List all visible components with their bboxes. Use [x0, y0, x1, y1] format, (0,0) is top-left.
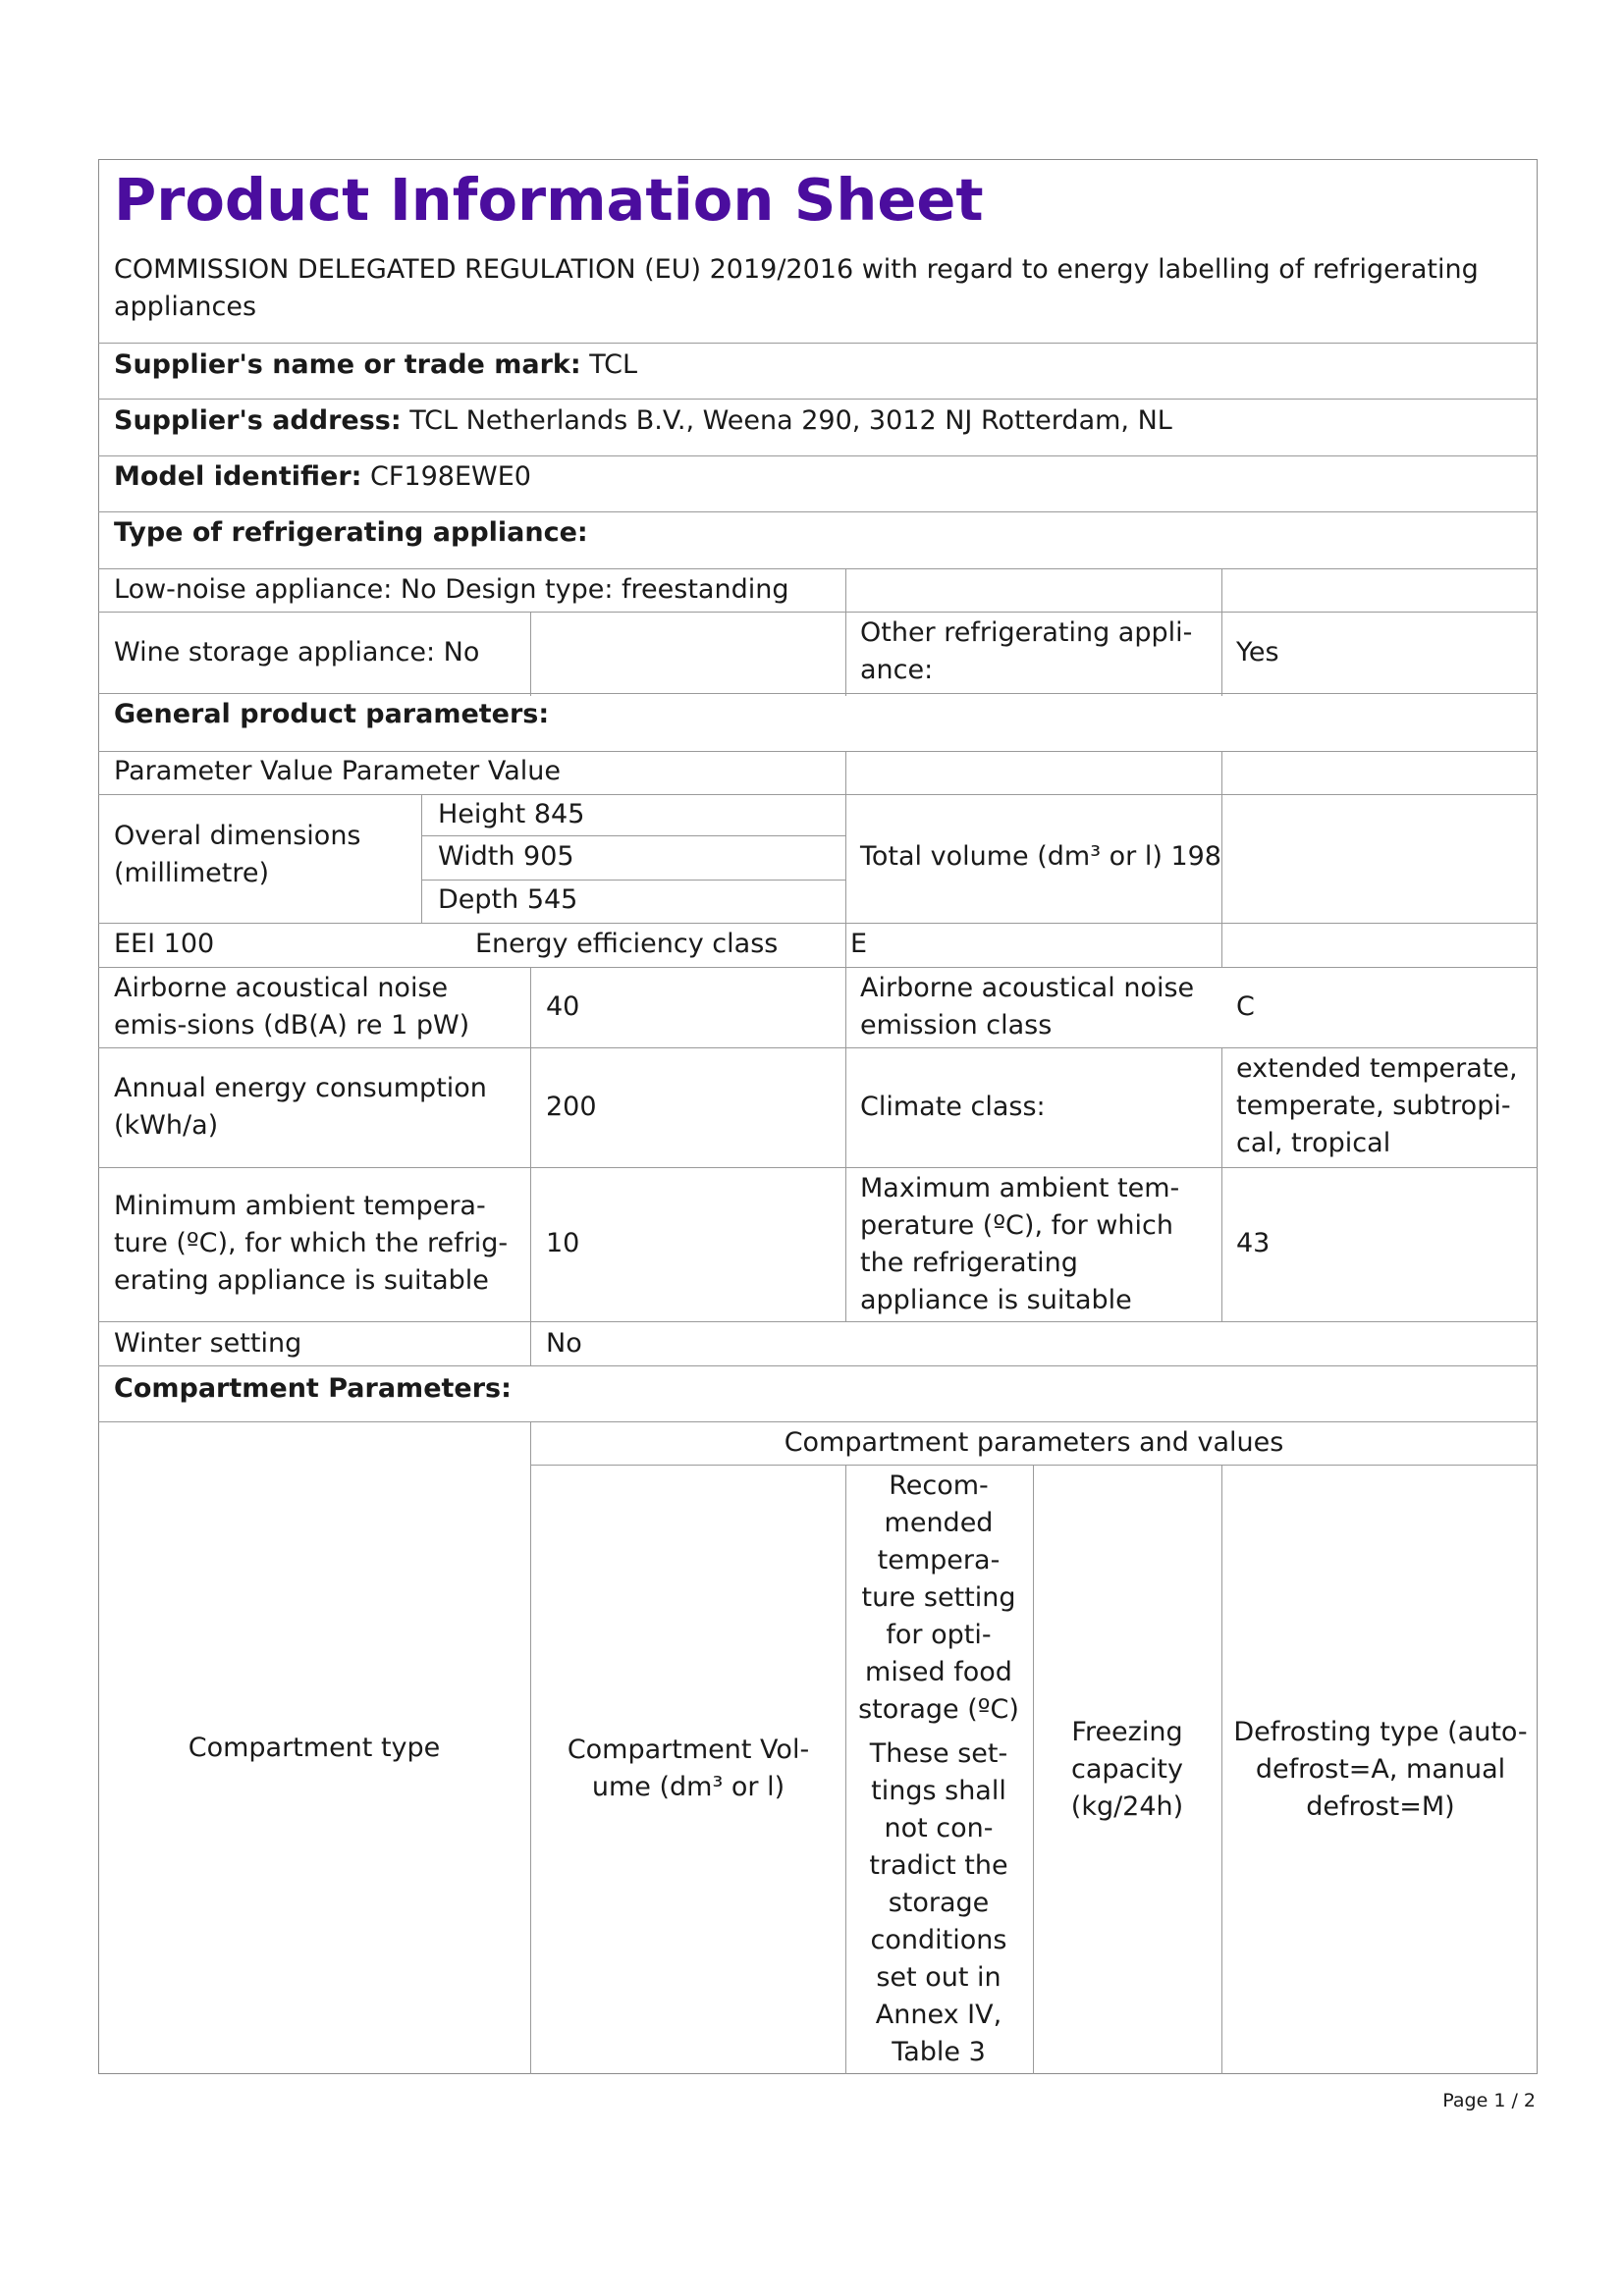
dimensions-label: Overal dimensions (millimetre): [114, 821, 361, 888]
supplier-address-row: [114, 402, 1172, 440]
col-divider: [530, 1421, 531, 2074]
compartment-group-header: Compartment parameters and values: [784, 1427, 1284, 1458]
col-compartment-type: Compartment type: [188, 1733, 441, 1763]
row-divider: [98, 1047, 1538, 1048]
supplier-address-value: TCL Netherlands B.V., Weena 290, 3012 NJ Rotterdam, NL: [409, 405, 1172, 436]
model-identifier-label: Model identifier:: [114, 461, 362, 492]
col-divider: [530, 967, 531, 1322]
row-divider: [98, 693, 1538, 694]
row-divider: [98, 751, 1538, 752]
winter-setting-value: No: [546, 1328, 582, 1359]
col-divider: [1221, 1047, 1222, 1322]
parameter-header: Parameter Value Parameter Value: [114, 756, 561, 786]
page-number: Page 1 / 2: [1442, 2090, 1536, 2111]
compartment-heading: Compartment Parameters:: [114, 1373, 512, 1404]
noise-emissions-label: Airborne acoustical noise emis-sions (dB(A) re 1 pW): [114, 973, 470, 1041]
supplier-name-label: Supplier's name or trade mark:: [114, 349, 581, 380]
energy-class-label: Energy efficiency class: [475, 929, 779, 959]
col-divider: [845, 568, 846, 696]
noise-class-label: Airborne acoustical noise emission class: [860, 973, 1195, 1041]
col-divider: [530, 1321, 531, 1366]
col-recommended-temperature: Recom-mended tempera-ture setting for opti-mised food storage (ºC): [858, 1470, 1019, 1725]
min-ambient-value: 10: [546, 1228, 580, 1258]
col-divider: [530, 612, 531, 696]
climate-class-value: extended temperate, temperate, subtropi-cal, tropical: [1236, 1053, 1518, 1158]
row-divider: [98, 343, 1538, 344]
col-divider: [1221, 751, 1222, 967]
other-appliance-label: Other refrigerating appli-ance:: [860, 617, 1193, 685]
row-divider: [530, 1465, 1538, 1466]
noise-emissions-value: 40: [546, 991, 580, 1022]
noise-class-value: C: [1236, 991, 1255, 1022]
col-defrosting-type: Defrosting type (auto-defrost=A, manual defrost=M): [1233, 1717, 1528, 1822]
row-divider: [98, 399, 1538, 400]
energy-class-value: E: [850, 929, 868, 959]
annual-energy-value: 200: [546, 1092, 597, 1122]
col-divider: [1221, 568, 1222, 696]
regulation-subtitle: COMMISSION DELEGATED REGULATION (EU) 2019/2016 with regard to energy labelling of refrigerating appliances: [114, 254, 1479, 322]
page-title: Product Information Sheet: [114, 166, 984, 234]
low-noise-design-type: Low-noise appliance: No Design type: freestanding: [114, 574, 789, 605]
general-parameters-heading: General product parameters:: [114, 699, 550, 729]
row-divider: [98, 568, 1538, 569]
wine-storage-label: Wine storage appliance: No: [114, 637, 480, 667]
row-divider: [98, 1321, 1538, 1322]
eei-value: EEI 100: [114, 929, 215, 959]
climate-class-label: Climate class:: [860, 1092, 1046, 1122]
col-freezing-capacity: Freezing capacity (kg/24h): [1070, 1717, 1184, 1822]
annual-energy-label: Annual energy consumption (kWh/a): [114, 1073, 487, 1141]
max-ambient-label: Maximum ambient tem-perature (ºC), for which the refrigerating appliance is suitable: [860, 1173, 1180, 1315]
dimension-height: Height 845: [438, 799, 585, 829]
model-identifier-row: [114, 458, 531, 496]
model-identifier-value: CF198EWE0: [370, 461, 531, 492]
col-compartment-volume: Compartment Vol-ume (dm³ or l): [567, 1735, 810, 1802]
total-volume: Total volume (dm³ or l) 198: [860, 841, 1221, 872]
min-ambient-label: Minimum ambient tempera-ture (ºC), for which the refrig-erating appliance is suitable: [114, 1191, 509, 1296]
row-divider: [421, 880, 845, 881]
row-divider: [98, 1167, 1538, 1168]
col-divider: [845, 1465, 846, 2074]
type-heading: Type of refrigerating appliance:: [114, 517, 588, 548]
row-divider: [98, 923, 1538, 924]
dimension-depth: Depth 545: [438, 884, 578, 915]
supplier-name-value: TCL: [589, 349, 638, 380]
max-ambient-value: 43: [1236, 1228, 1271, 1258]
row-divider: [98, 455, 1538, 456]
col-divider: [1221, 1465, 1222, 2074]
row-divider: [421, 835, 845, 836]
row-divider: [98, 967, 1538, 968]
row-divider: [98, 511, 1538, 512]
row-divider: [98, 612, 1538, 613]
winter-setting-label: Winter setting: [114, 1328, 302, 1359]
supplier-name-row: [114, 347, 637, 384]
col-divider: [421, 794, 422, 924]
supplier-address-label: Supplier's address:: [114, 405, 402, 436]
col-divider: [1033, 1465, 1034, 2074]
other-appliance-value: Yes: [1236, 637, 1279, 667]
row-divider: [98, 1421, 1538, 1422]
dimension-width: Width 905: [438, 841, 574, 872]
col-temperature-note: These set-tings shall not con-tradict the storage conditions set out in Annex IV, Table 3: [869, 1738, 1008, 2067]
row-divider: [98, 794, 1538, 795]
row-divider: [98, 1365, 1538, 1366]
col-divider: [845, 751, 846, 1322]
